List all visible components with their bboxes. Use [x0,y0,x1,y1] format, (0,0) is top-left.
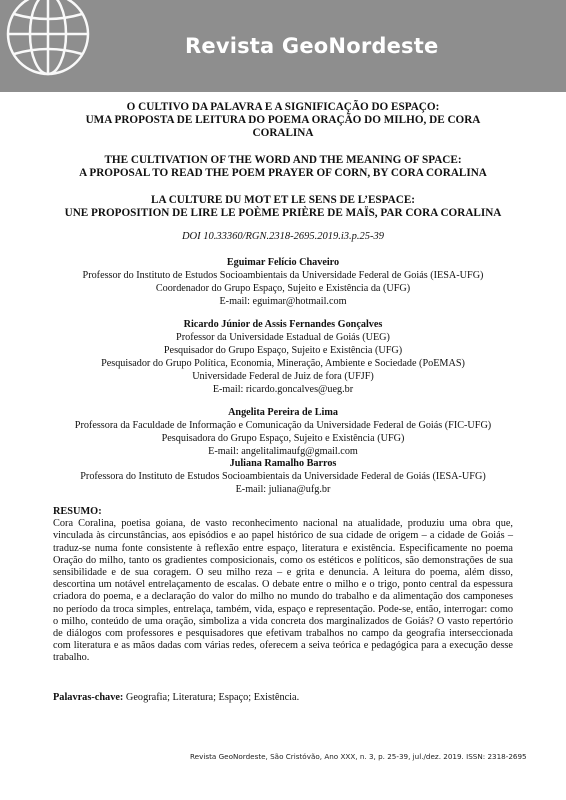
author-block [30,457,536,496]
doi-identifier[interactable]: DOI 10.33360/RGN.2318-2695.2019.i3.p.25-39 [181,231,385,242]
title-line: CORALINA [252,127,314,139]
author-affiliation: Pesquisadora do Grupo Espaço, Sujeito e Existência (UFG) [161,433,405,444]
abstract-section [53,506,513,665]
keywords-text: Geografia; Literatura; Espaço; Existência. [125,692,300,703]
abstract-heading: RESUMO: [53,506,102,517]
page-footer-citation: Revista GeoNordeste, São Cristóvão, Ano XXX, n. 3, p. 25-39, jul./dez. 2019. ISSN: 2318-2695 [190,752,527,761]
title-french [40,194,526,220]
keywords-line [53,692,513,703]
author-block [30,256,536,308]
author-email[interactable]: E-mail: juliana@ufg.br [235,484,331,495]
author-email[interactable]: E-mail: angelitalimaufg@gmail.com [208,446,358,457]
author-block [30,406,536,458]
title-portuguese [40,101,526,140]
author-affiliation: Pesquisador do Grupo Política, Economia, Mineração, Ambiente e Sociedade (PoEMAS) [101,358,465,369]
title-line: UNE PROPOSITION DE LIRE LE POÈME PRIÈRE DE MAÏS, PAR CORA CORALINA [64,207,502,219]
title-line: UMA PROPOSTA DE LEITURA DO POEMA ORAÇÃO DO MILHO, DE CORA [85,114,481,126]
author-affiliation: Professora da Faculdade de Informação e Comunicação da Universidade Federal de Goiás (FIC-UFG) [74,420,492,431]
author-affiliation: Professora do Instituto de Estudos Socioambientais da Universidade Federal de Goiás (IESA-UFG) [80,471,486,482]
keywords-label: Palavras-chave: [53,692,124,703]
author-affiliation: Professor da Universidade Estadual de Goiás (UEG) [176,332,390,343]
author-affiliation: Universidade Federal de Juiz de fora (UFJF) [192,371,374,382]
author-affiliation: Pesquisador do Grupo Espaço, Sujeito e Existência (UFG) [163,345,403,356]
journal-title: Revista GeoNordeste [185,34,439,58]
author-affiliation: Coordenador do Grupo Espaço, Sujeito e Existência da (UFG) [155,283,411,294]
author-block [30,318,536,396]
author-name: Ricardo Júnior de Assis Fernandes Gonçalves [183,319,383,330]
author-email[interactable]: E-mail: ricardo.goncalves@ueg.br [212,384,354,395]
author-name: Juliana Ramalho Barros [229,458,337,469]
abstract-text: Cora Coralina, poetisa goiana, de vasto reconhecimento nacional na atualidade, produziu uma obra que, vinculada às circunstâncias, aos episódios e ao papel histórico de sua cidade de origem – a cidade de Goiás – traduz-se numa fonte consistente à reflexão entre espaço, literatura e existência. Especificamente no poema Oração do milho, tanto os gradientes composicionais, como os estéticos e políticos, são demonstrações de sua sensibilidade e de sua coragem. O seu milho reza – e grita e denuncia. A leitura do poema, além disso, descortina um notável entrelaçamento de escalas. O debate entre o milho e o trigo, ponto central da espessura criadora do poema, e a declaração do valor do milho no mundo do trabalho e da alimentação dos camponeses no período da troca simples, entrelaça, também, vida, espaço e representação. Pode-se, então, interrogar: como o milho, conteúdo de uma oração, simboliza a vida concreta dos marginalizados de Goiás? O vasto repertório de diálogos com professores e pesquisadores que efetivam trabalhos no campo da geografia interseccionada com literatura e as mãos dadas com várias redes, oferecem a seiva teórica e pedagógica para a execução desse trabalho. [53,518,513,664]
title-line: O CULTIVO DA PALAVRA E A SIGNIFICAÇÃO DO ESPAÇO: [126,101,440,113]
title-english [40,154,526,180]
author-email[interactable]: E-mail: eguimar@hotmail.com [219,296,347,307]
title-line: LA CULTURE DU MOT ET LE SENS DE L’ESPACE: [150,194,416,206]
title-line: THE CULTIVATION OF THE WORD AND THE MEANING OF SPACE: [104,154,462,166]
journal-header-banner [0,0,566,92]
author-name: Angelita Pereira de Lima [228,407,338,418]
author-name: Eguimar Felício Chaveiro [226,257,340,268]
globe-logo-icon [0,0,120,92]
author-affiliation: Professor do Instituto de Estudos Socioambientais da Universidade Federal de Goiás (IESA-UFG) [82,270,484,281]
title-line: A PROPOSAL TO READ THE POEM PRAYER OF CORN, BY CORA CORALINA [79,167,487,179]
